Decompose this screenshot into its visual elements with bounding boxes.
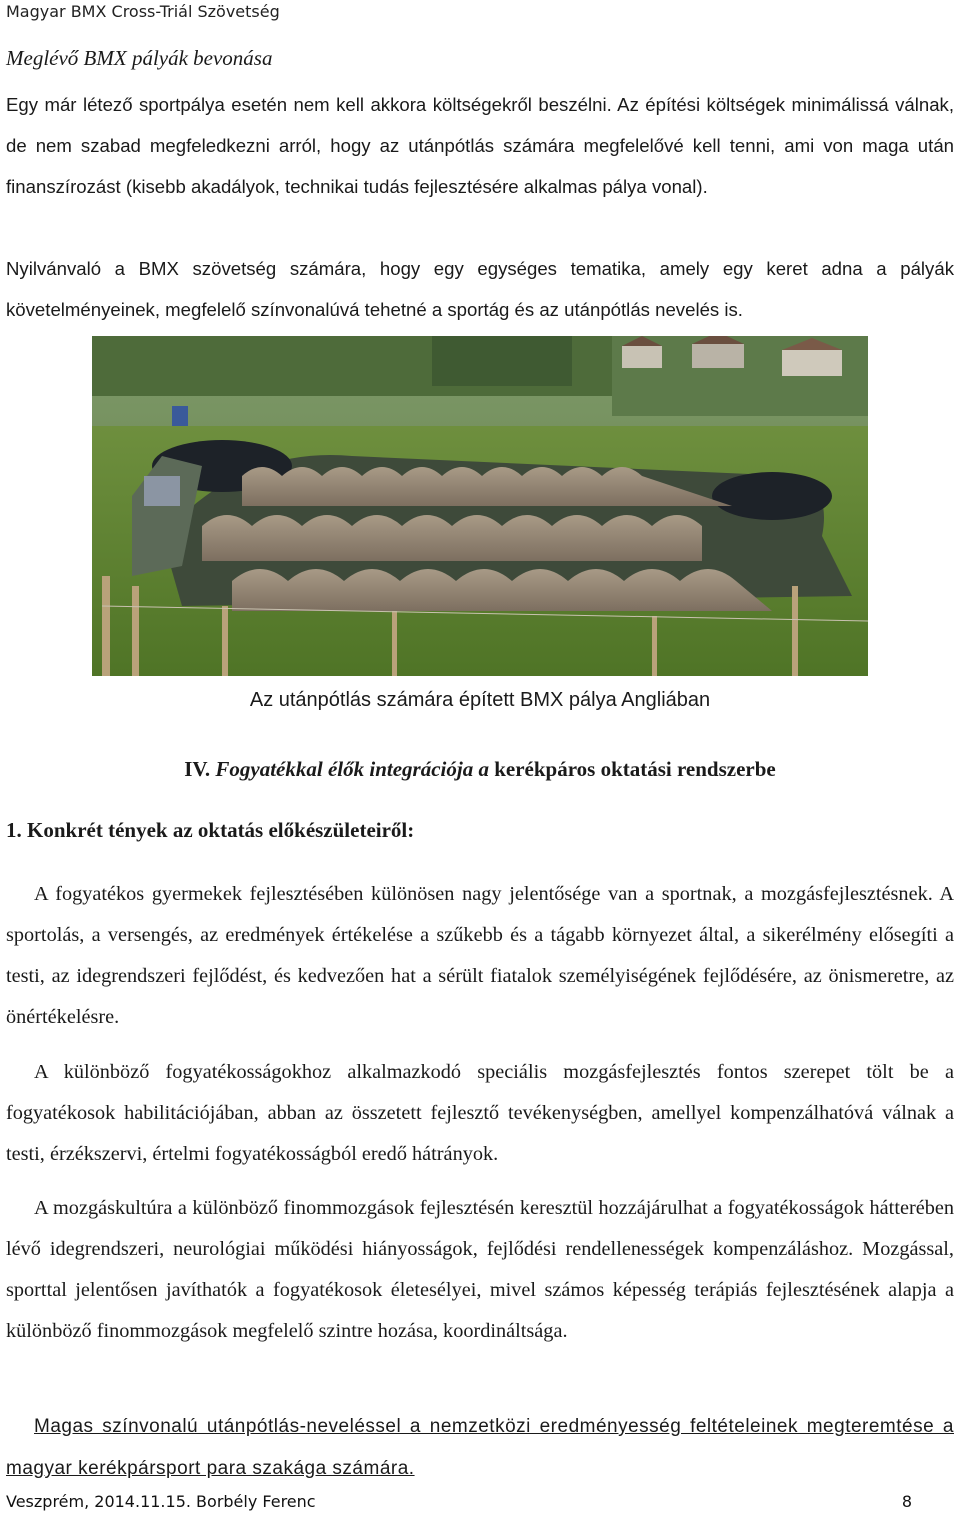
paragraph-sport-importance-b: A sportolás, a versengés, az eredmények értékelése a szűkebb és a tágabb környezet által, a sikerélmény elősegíti a testi, az idegrendszeri fejlődést, és kedvezően hat a sérült fiatalok személyiségének fejlődésére, az önismeretre, az önértékelésre. <box>6 883 954 1028</box>
running-header: Magyar BMX Cross-Triál Szövetség <box>6 2 280 21</box>
chapter-title <box>0 757 960 782</box>
footer-place-date-author: Veszprém, 2014.11.15. Borbély Ferenc <box>6 1492 316 1511</box>
paragraph-movement-culture: A mozgáskultúra a különböző finommozgások fejlesztésén keresztül hozzájárulhat a fogyatékosságok hátterében lévő idegrendszeri, neurológiai működési hiányosságok, fejlődési rendellenességek kompenzáláshoz. Mozgással, sporttal jelentősen javíthatók a fogyatékosok életesélyei, mivel számos képesség terápiás fejlesztésének alapja a különböző finommozgások megfelelő szintre hozása, koordináltsága. <box>6 1197 954 1342</box>
paragraph-goal-underlined: Magas színvonalú utánpótlás-neveléssel a nemzetközi eredményesség feltételeinek megteremtése a magyar kerékpársport para szakága számára. <box>6 1416 954 1479</box>
figure-caption: Az utánpótlás számára épített BMX pálya Angliában <box>249 689 711 711</box>
section-title: Meglévő BMX pályák bevonása <box>6 46 273 70</box>
paragraph-sport-importance <box>6 874 954 1038</box>
chapter-title-rest: kerékpáros oktatási rendszerbe <box>494 757 776 781</box>
paragraph-existing-tracks: Egy már létező sportpálya esetén nem kell akkora költségekről beszélni. Az építési költségek minimálissá válnak, de nem szabad megfeledkezni arról, hogy az utánpótlás számára megfelelővé kell tenni, ami von maga után finanszírozást (kisebb akadályok, technikai tudás fejlesztésére alkalmas pálya vonal). <box>6 94 954 197</box>
page-footer <box>6 1492 912 1511</box>
subsection-title: 1. Konkrét tények az oktatás előkészületeiről: <box>6 818 415 842</box>
paragraph-unified-theme: Nyilvánvaló a BMX szövetség számára, hogy egy egységes tematika, amely egy keret adna a pályák követelményeinek, megfelelő színvonalúvá tehetné a sportág és az utánpótlás nevelés is. <box>6 258 954 320</box>
bmx-track-photo <box>92 336 868 676</box>
chapter-number: IV. <box>184 757 211 781</box>
paragraph-special-movement: A különböző fogyatékosságokhoz alkalmazkodó speciális mozgásfejlesztés fontos szerepet tölt be a fogyatékosok habilitációjában, abban az összetett fejlesztő tevékenységben, amellyel kompenzálhatóvá válnak a testi, érzékszervi, értelmi fogyatékosságból eredő hátrányok. <box>6 1061 954 1165</box>
page-number: 8 <box>901 1492 912 1511</box>
paragraph-sport-importance-a: A fogyatékos gyermekek fejlesztésében különösen nagy jelentősége van a sportnak, a mozgásfejlesztésnek. <box>34 883 933 905</box>
chapter-title-italic: Fogyatékkal élők integrációja a <box>215 757 489 781</box>
